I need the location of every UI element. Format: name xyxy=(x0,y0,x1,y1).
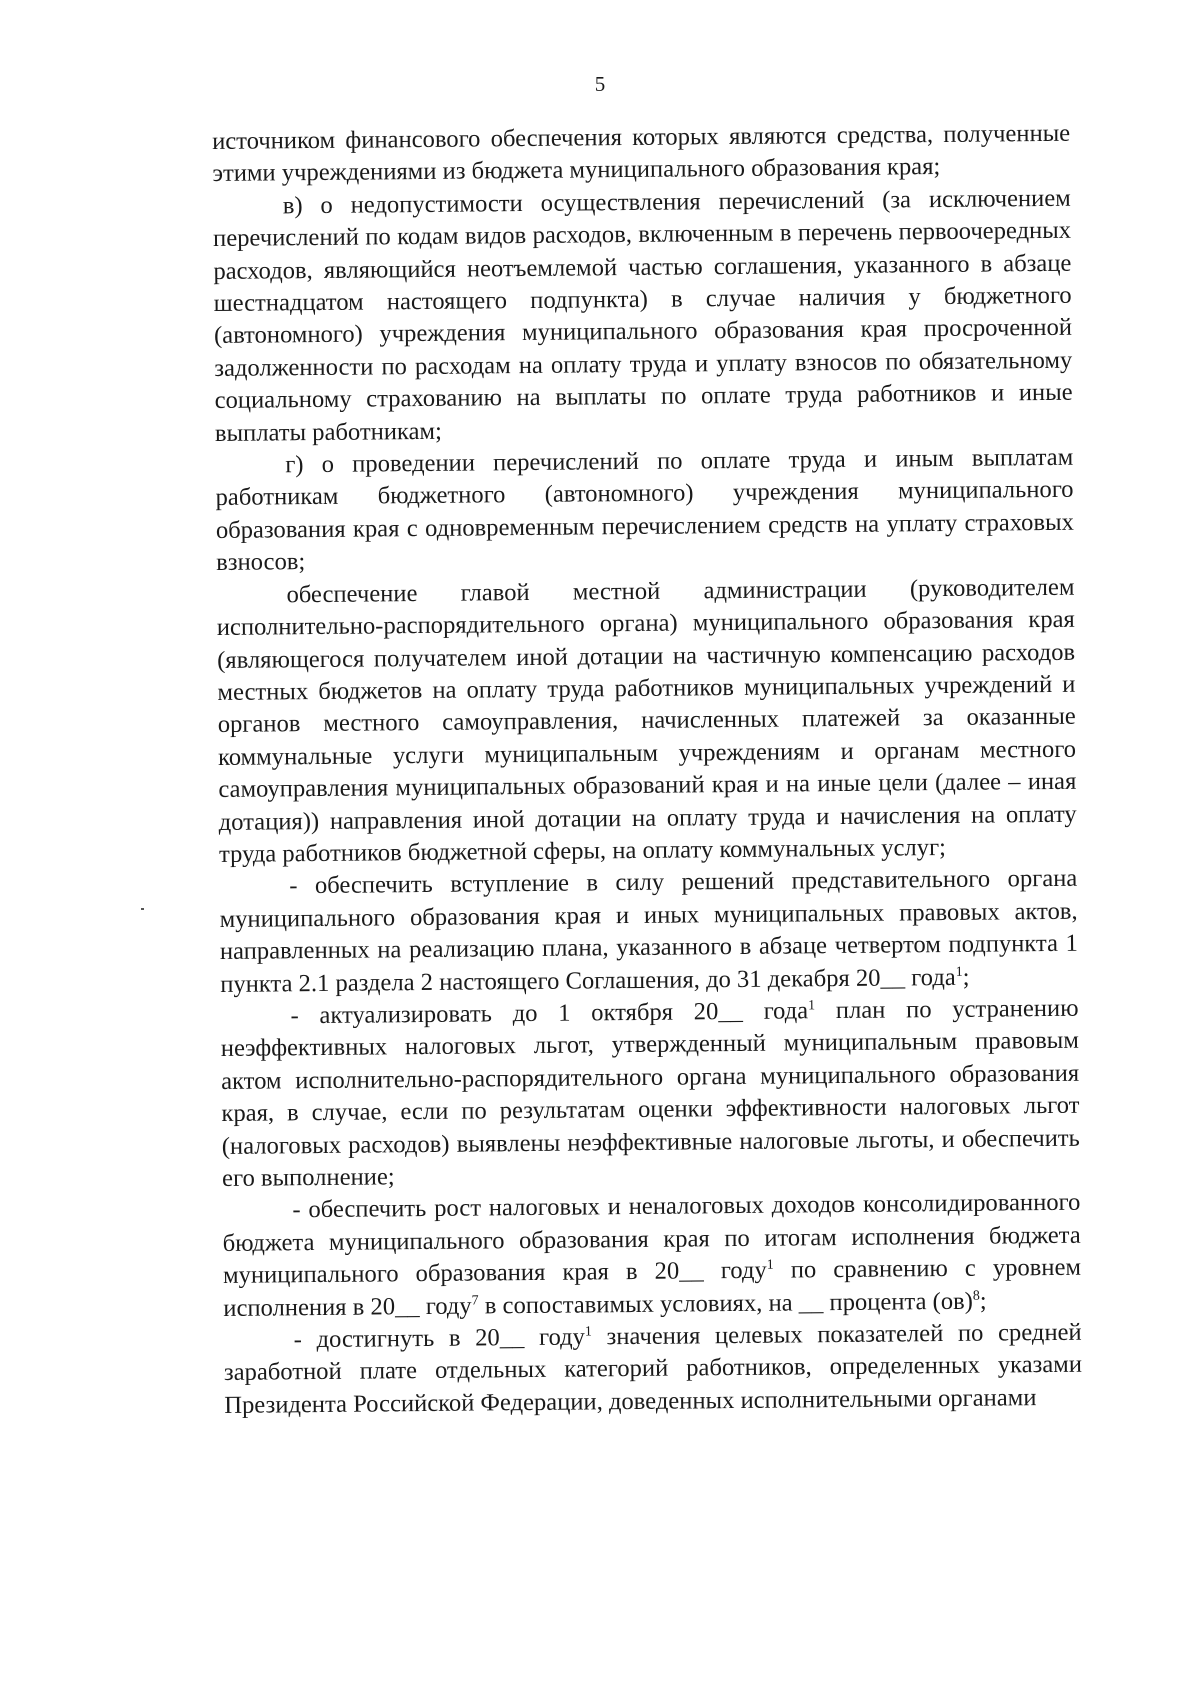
paragraph-text: значения целевых показателей по средней заработной плате отдельных категорий работников, определенных указами Президента Российской Федерации, доведенных исполнительными органами xyxy=(223,1318,1083,1419)
paragraph-text: источником финансового обеспечения которых являются средства, полученные этими учреждениями из бюджета муниципального образования края; xyxy=(212,119,1071,188)
footnote-ref: 7 xyxy=(471,1293,479,1309)
paragraph xyxy=(219,863,1078,1001)
document-body xyxy=(212,118,1082,1422)
paragraph-text: обеспечение главой местной администрации (руководителем исполнительно-распорядительного органа) муниципального образования края (являющегося получателем иной дотации на частичную компенсацию расходов местных бюджетов на оплату труда работников муниципальных учреждений и органов местного самоуправления, начисленных платежей за оказанные коммунальные услуги муниципальным учреждениям и органам местного самоуправления муниципальных образований края и на иные цели (далее – иная дотация)) направления иной дотации на оплату труда и начисления на оплату труда работников бюджетной сферы, на оплату коммунальных услуг; xyxy=(216,573,1077,868)
paragraph xyxy=(216,571,1077,871)
paragraph-text: в сопоставимых условиях, на __ процента (ов) xyxy=(478,1287,973,1320)
paragraph-text: - обеспечить рост налоговых и неналоговых доходов консолидированного бюджета муниципального образования края по итогам исполнения бюджета муниципального образования края в 20__ году xyxy=(222,1189,1081,1290)
paragraph-text: по сравнению с уровнем исполнения в 20__ году xyxy=(223,1253,1082,1322)
footnote-ref: 1 xyxy=(766,1257,774,1273)
footnote-ref: 8 xyxy=(972,1288,980,1304)
paragraph-text: - актуализировать до 1 октября 20__ года xyxy=(290,997,809,1030)
paragraph-text: г) о проведении перечислений по оплате труда и иным выплатам работникам бюджетного (автономного) учреждения муниципального образования края с одновременным перечислением средств на уплату страховых взносов; xyxy=(215,443,1074,577)
paragraph-text: в) о недопустимости осуществления перечислений (за исключением перечислений по кодам видов расходов, включенным в перечень первоочередных расходов, являющийся неотъемлемой частью соглашения, указанного в абзаце шестнадцатом настоящего подпункта) в случае наличия у бюджетного (автономного) учреждения муниципального образования края просроченной задолженности по расходам на оплату труда и уплату взносов по обязательному социальному страхованию на выплаты по оплате труда работников и иные выплаты работникам; xyxy=(212,184,1073,447)
paragraph-text: - достигнуть в 20__ году xyxy=(293,1323,586,1354)
footnote-ref: 1 xyxy=(584,1324,592,1340)
paragraph-text: ; xyxy=(979,1287,987,1315)
paragraph xyxy=(213,183,1073,450)
footnote-ref: 1 xyxy=(955,964,963,980)
paragraph-text: ; xyxy=(962,963,970,991)
scan-speck xyxy=(141,908,144,910)
footnote-ref: 1 xyxy=(808,998,816,1014)
page-number: 5 xyxy=(594,72,606,96)
paragraph-text: план по устранению неэффективных налоговых льгот, утвержденный муниципальным правовым актом исполнительно-распорядительного органа муниципального образования края, в случае, если по результатам оценки эффективности налоговых льгот (налоговых расходов) выявлены неэффективные налоговые льготы, и обеспечить его выполнение; xyxy=(220,994,1080,1192)
paragraph xyxy=(212,118,1071,191)
paragraph xyxy=(220,993,1080,1196)
paragraph xyxy=(215,442,1074,580)
paragraph-text: - обеспечить вступление в силу решений представительного органа муниципального образования края и иных муниципальных правовых актов, направленных на реализацию плана, указанного в абзаце четвертом подпункта 1 пункта 2.1 раздела 2 настоящего Соглашения, до 31 декабря 20__ года xyxy=(219,865,1079,998)
paragraph xyxy=(222,1187,1081,1325)
paragraph xyxy=(224,1317,1083,1422)
